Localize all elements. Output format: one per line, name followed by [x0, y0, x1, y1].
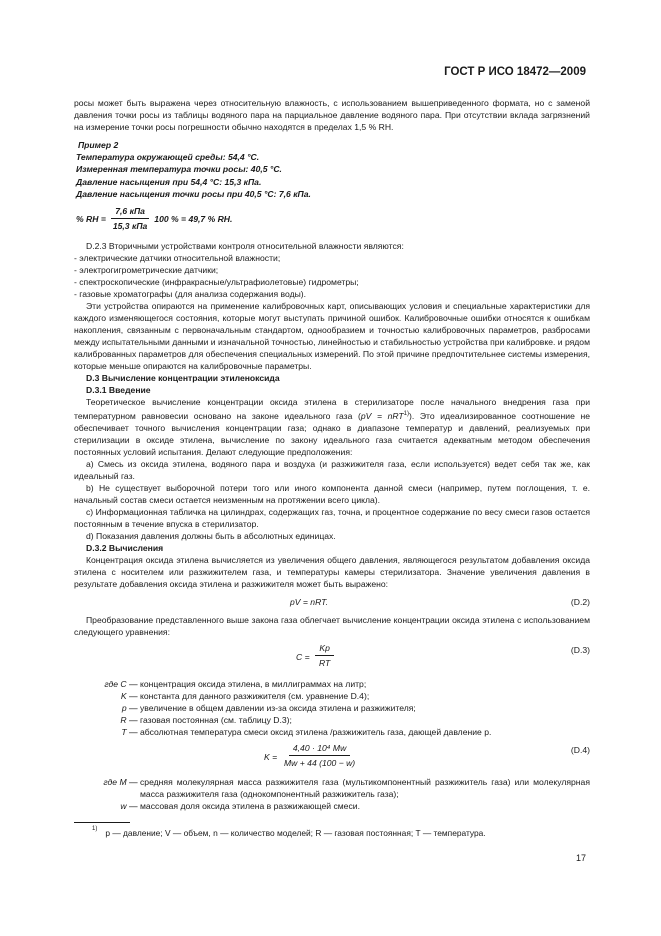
- equation-d4-fraction: [280, 742, 359, 769]
- variable-definition: R — газовая постоянная (см. таблицу D.3);: [120, 714, 292, 725]
- example-line: Температура окружающей среды: 54,4 °С.: [76, 152, 260, 163]
- variable-definition: где C — концентрация оксида этилена, в миллиграммах на литр;: [104, 678, 367, 689]
- section-heading-d3: D.3 Вычисление концентрации этиленоксида: [86, 373, 280, 384]
- equation-d2: [74, 594, 590, 610]
- equation-d3-number: (D.3): [570, 644, 590, 655]
- equation-d3-fraction: [315, 642, 334, 669]
- variable-definitions-1: [74, 678, 590, 738]
- equation-d3-denominator: RT: [319, 657, 331, 668]
- example-formula: [76, 205, 590, 232]
- theory-text-a: Теоретическое вычисление концентрации оксида этилена в стерилизаторе после начального внедрения газа при температурном равновесии основано на законе идеального газа (: [74, 397, 590, 421]
- equation-d3: [74, 642, 590, 672]
- formula-lhs: % RH =: [76, 213, 106, 224]
- variable-definition: p — увеличение в общем давлении из-за оксида этилена и разжижителя;: [121, 702, 416, 713]
- equation-d2-formula: pV = nRT.: [290, 596, 328, 607]
- d23-intro: D.2.3 Вторичными устройствами контроля относительной влажности являются:: [86, 241, 404, 252]
- document-id-header: ГОСТ Р ИСО 18472—2009: [444, 66, 586, 78]
- variable-definition: K — константа для данного разжижителя (см. уравнение D.4);: [120, 690, 370, 701]
- formula-numerator: 7,6 кПа: [111, 205, 149, 219]
- equation-d4: [74, 742, 590, 772]
- equation-d4-numerator: 4,40 · 10⁴ Mw: [289, 742, 350, 756]
- variable-definition: где M — средняя молекулярная масса разжижителя газа (мультикомпонентный разжижитель газа) или молекулярная масса разжижителя газа (однокомпонентный разжижитель газа);: [103, 776, 590, 799]
- equation-d2-number: (D.2): [570, 596, 590, 607]
- subsection-heading-d31: D.3.1 Введение: [86, 385, 151, 396]
- example-title: Пример 2: [78, 140, 119, 150]
- example-block: [74, 139, 590, 232]
- assumption-item: c) Информационная табличка на цилиндрах, содержащих газ, точна, и процентное содержание по весу смеси газов остается постоянным в течение впуска в стерилизатор.: [74, 506, 590, 529]
- calibration-paragraph: Эти устройства опираются на применение калибровочных карт, описывающих условия и специальные характеристики для каждого изменяющегося состояния, которые могут выступать причиной ошибок. Калибровочные ошибки относятся к ошибкам накопления, связанным с первоначальным стандартом, однообразием и точностью калибровочных параметров, разбросами между испытательными данными и изначальной точностью, линейностью и стабильностью устройства при калибровке. и рядом калиброванных параметров для обеспечения специальных измерений. По этой причине предпочтительнее системы измерения, которые меньше опираются на калибровочные параметры.: [74, 301, 590, 372]
- assumption-item: d) Показания давления должны быть в абсолютных единицах.: [86, 530, 336, 541]
- equation-d3-numerator: Kp: [315, 642, 334, 656]
- equation-d3-lhs: C =: [296, 651, 310, 662]
- example-line: Давление насыщения точки росы при 40,5 °С: 7,6 кПа.: [76, 188, 311, 199]
- theory-text-b: ). Это идеализированное соотношение не обеспечивает точного вычисления концентрации газа; однако в диапазоне температур и давлений, реализуемых при стерилизации в оксиде этилена, вычисление по закону идеального газа считается адекватным методом обеспечения постоянных условий испытания. Делают следующие предположения:: [74, 410, 590, 457]
- calc-paragraph: Концентрация оксида этилена вычисляется из увеличения общего давления, являющегося результатом добавления оксида этилена с носителем или разжижителем газа, и температуры камеры стерилизатора. Значение увеличения давления в результате добавления оксида этилена и разжижителя может быть выражено:: [74, 554, 590, 589]
- footnote-divider: [74, 822, 130, 823]
- intro-paragraph: росы может быть выражена через относительную влажность, с использованием вышеприведенного формата, но с заменой давления точки росы из таблицы водяного пара на парциальное давление водяного пара. При отсутствии вклада загрязнений на измерение точки росы погрешности обычно находятся в пределах 1,5 % RH.: [74, 98, 590, 132]
- variable-definition: T — абсолютная температура смеси оксид этилена /разжижитель газа, дающей давление p.: [121, 726, 492, 737]
- assumption-item: a) Смесь из оксида этилена, водяного пара и воздуха (и разжижителя газа, если используется) ведет себя так же, как идеальный газ.: [74, 458, 590, 481]
- list-item: - газовые хроматографы (для анализа содержания воды).: [74, 289, 307, 300]
- theory-paragraph: [74, 396, 590, 458]
- list-item: - спектроскопические (инфракрасные/ультрафиолетовые) гидрометры;: [74, 277, 359, 288]
- device-list: [74, 252, 590, 300]
- equation-d4-lhs: K =: [264, 751, 278, 762]
- variable-definition: w — массовая доля оксида этилена в разжижающей смеси.: [120, 800, 360, 811]
- equation-d4-number: (D.4): [570, 744, 590, 755]
- footnote-text: p — давление; V — объем, n — количество моделей; R — газовая постоянная; T — температура.: [105, 828, 486, 838]
- footnote: [92, 828, 486, 838]
- variable-definitions-2: [74, 776, 590, 812]
- footnote-mark: 1): [92, 826, 98, 833]
- list-item: - электрогигрометрические датчики;: [74, 265, 219, 276]
- footnote-ref: 1): [403, 411, 410, 418]
- formula-rhs: 100 % = 49,7 % RH.: [154, 213, 233, 224]
- formula-denominator: 15,3 кПа: [112, 221, 148, 232]
- ideal-gas-eq: pV = nRT: [360, 410, 404, 421]
- list-item: - электрические датчики относительной влажности;: [74, 253, 281, 264]
- example-line: Измеренная температура точки росы: 40,5 °С.: [76, 164, 282, 175]
- assumption-item: b) Не существует выборочной потери того или иного компонента данной смеси (например, путем поглощения, т. е. начальный состав смеси остается неизменным на протяжении всего цикла).: [74, 482, 590, 505]
- formula-fraction: [109, 205, 151, 232]
- transform-paragraph: Преобразование представленного выше закона газа облегчает вычисление концентрации оксида этилена с использованием следующего уравнения:: [74, 614, 590, 637]
- page-number: 17: [575, 853, 586, 863]
- example-line: Давление насыщения при 54,4 °С: 15,3 кПа.: [76, 176, 262, 187]
- subsection-heading-d32: D.3.2 Вычисления: [86, 542, 164, 553]
- equation-d4-denominator: Mw + 44 (100 − w): [284, 757, 356, 768]
- page-body: [74, 97, 590, 812]
